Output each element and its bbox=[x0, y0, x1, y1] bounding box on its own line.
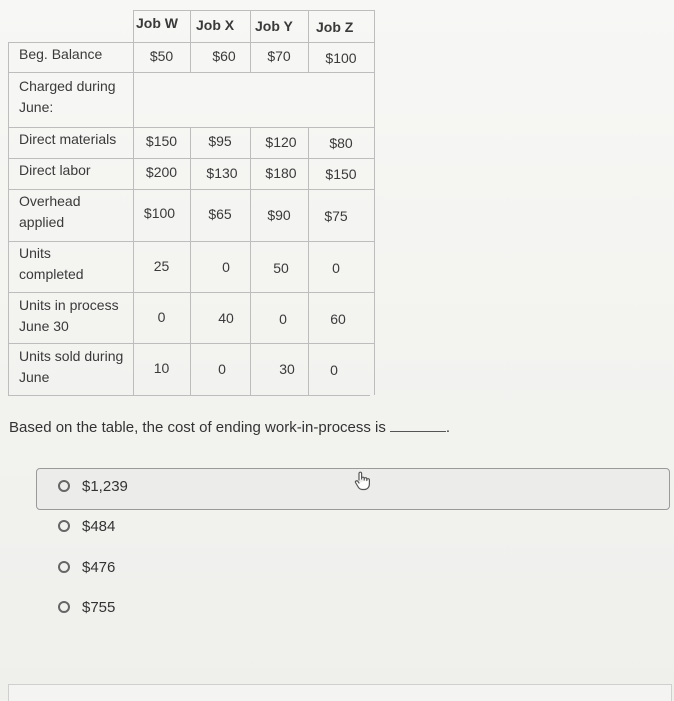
cell-us-z: 0 bbox=[330, 362, 338, 378]
cell-uip-z: 60 bbox=[330, 311, 346, 327]
row-label-direct-labor: Direct labor bbox=[19, 162, 91, 178]
option-label: $484 bbox=[82, 517, 116, 535]
row-label-units-in-process: Units in process June 30 bbox=[19, 297, 119, 334]
question-period: . bbox=[445, 419, 451, 436]
cell-dl-z: $150 bbox=[325, 166, 357, 182]
cell-us-w: 10 bbox=[153, 360, 170, 376]
cell-beg-w: $50 bbox=[149, 48, 174, 64]
header-job-w: Job W bbox=[136, 15, 178, 31]
cell-dl-x: $130 bbox=[206, 165, 238, 181]
cell-uc-w: 25 bbox=[153, 258, 170, 274]
radio-icon[interactable] bbox=[58, 561, 70, 573]
next-panel-edge bbox=[8, 684, 672, 701]
row-label-units-sold: Units sold during June bbox=[19, 348, 124, 385]
header-job-y: Job Y bbox=[255, 18, 293, 34]
cell-uip-x: 40 bbox=[218, 310, 234, 326]
option-755[interactable] bbox=[58, 595, 115, 619]
question-text bbox=[9, 419, 450, 436]
cell-oh-y: $90 bbox=[267, 207, 291, 223]
cell-dm-y: $120 bbox=[265, 134, 297, 150]
option-label: $476 bbox=[82, 558, 116, 576]
cell-uc-x: 0 bbox=[222, 259, 230, 275]
cell-oh-x: $65 bbox=[208, 206, 232, 222]
header-job-x: Job X bbox=[196, 17, 235, 33]
cell-beg-x: $60 bbox=[212, 48, 236, 64]
row-label-direct-materials: Direct materials bbox=[19, 131, 117, 147]
radio-icon[interactable] bbox=[58, 601, 70, 613]
cell-uc-y: 50 bbox=[273, 260, 289, 276]
option-1239[interactable] bbox=[58, 474, 128, 498]
cell-us-y: 30 bbox=[279, 361, 295, 377]
option-476[interactable] bbox=[58, 555, 115, 579]
row-label-units-completed: Units completed bbox=[19, 245, 84, 282]
cell-dm-z: $80 bbox=[329, 135, 353, 151]
cell-beg-y: $70 bbox=[267, 48, 291, 64]
cell-dl-y: $180 bbox=[265, 165, 297, 181]
cell-dm-w: $150 bbox=[145, 133, 178, 149]
radio-icon[interactable] bbox=[58, 480, 70, 492]
row-label-overhead-applied: Overhead applied bbox=[19, 193, 81, 230]
cell-us-x: 0 bbox=[218, 361, 226, 377]
radio-icon[interactable] bbox=[58, 520, 70, 532]
cell-dm-x: $95 bbox=[208, 133, 232, 149]
row-label-charged-during-june: Charged during June: bbox=[19, 78, 116, 115]
cell-uip-w: 0 bbox=[157, 309, 166, 325]
cell-beg-z: $100 bbox=[325, 50, 357, 66]
header-job-z: Job Z bbox=[316, 19, 354, 35]
option-484[interactable] bbox=[58, 514, 115, 538]
cell-oh-z: $75 bbox=[324, 208, 348, 224]
option-label: $1,239 bbox=[82, 477, 128, 495]
answer-blank bbox=[390, 419, 446, 432]
question-prompt: Based on the table, the cost of ending work-in-process is bbox=[9, 419, 386, 436]
cell-uc-z: 0 bbox=[332, 260, 340, 276]
option-label: $755 bbox=[82, 598, 116, 616]
cell-dl-w: $200 bbox=[145, 164, 178, 180]
cell-uip-y: 0 bbox=[279, 311, 287, 327]
cell-oh-w: $100 bbox=[143, 205, 176, 221]
row-label-beg-balance: Beg. Balance bbox=[19, 46, 103, 62]
hand-pointer-icon bbox=[352, 470, 376, 492]
